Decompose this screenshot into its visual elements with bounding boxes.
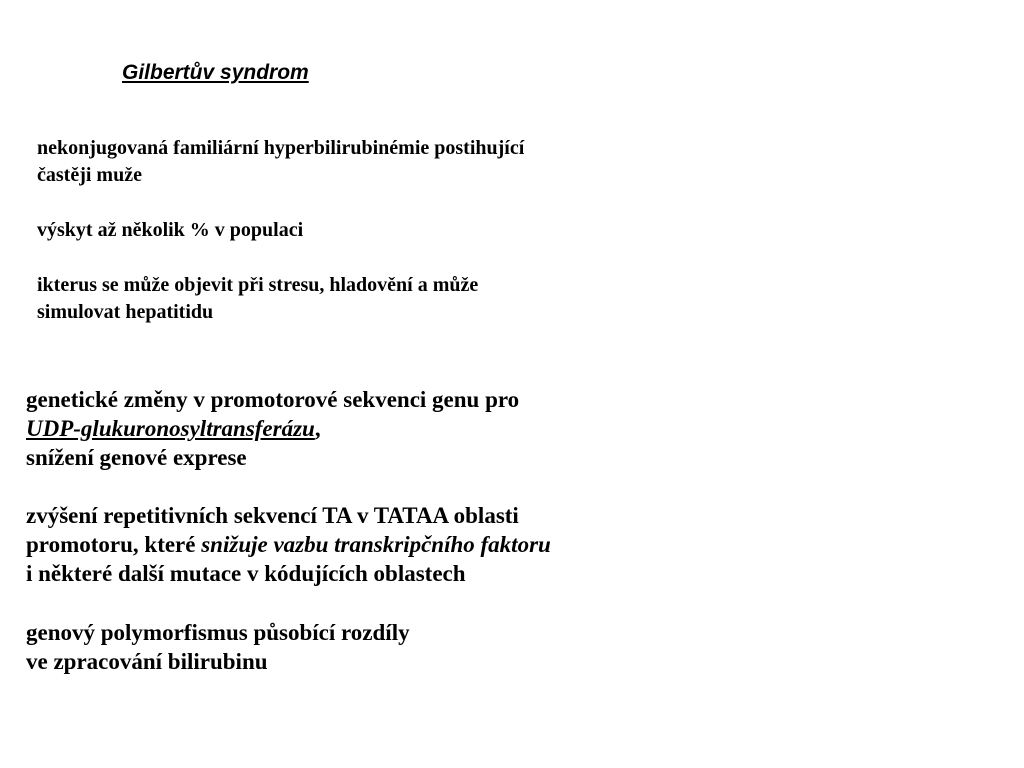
intro-line: výskyt až několik % v populaci (37, 219, 304, 241)
detail-italic: snižuje vazbu transkripčního faktoru (201, 532, 551, 557)
intro-line: simulovat hepatitidu (37, 301, 214, 323)
comma: , (314, 416, 321, 441)
detail-line: snížení genové exprese (26, 445, 247, 470)
intro-line: ikterus se může objevit při stresu, hladovění a může (37, 274, 479, 296)
detail-line: genový polymorfismus působící rozdíly (26, 620, 410, 645)
detail-line: zvýšení repetitivních sekvencí TA v TATAA oblasti (26, 503, 519, 528)
detail-line (26, 415, 321, 443)
slide-title: Gilbertův syndrom (122, 61, 309, 84)
detail-line: i některé další mutace v kódujících oblastech (26, 561, 466, 586)
detail-line: ve zpracování bilirubinu (26, 649, 268, 674)
detail-text: promotoru, které (26, 532, 202, 557)
detail-line: genetické změny v promotorové sekvenci genu pro (26, 387, 520, 412)
intro-line: nekonjugovaná familiární hyperbilirubinémie postihující (37, 137, 525, 159)
detail-line (26, 531, 551, 559)
enzyme-name: UDP-glukuronosyltransferázu (26, 416, 315, 441)
intro-line: častěji muže (37, 164, 142, 186)
